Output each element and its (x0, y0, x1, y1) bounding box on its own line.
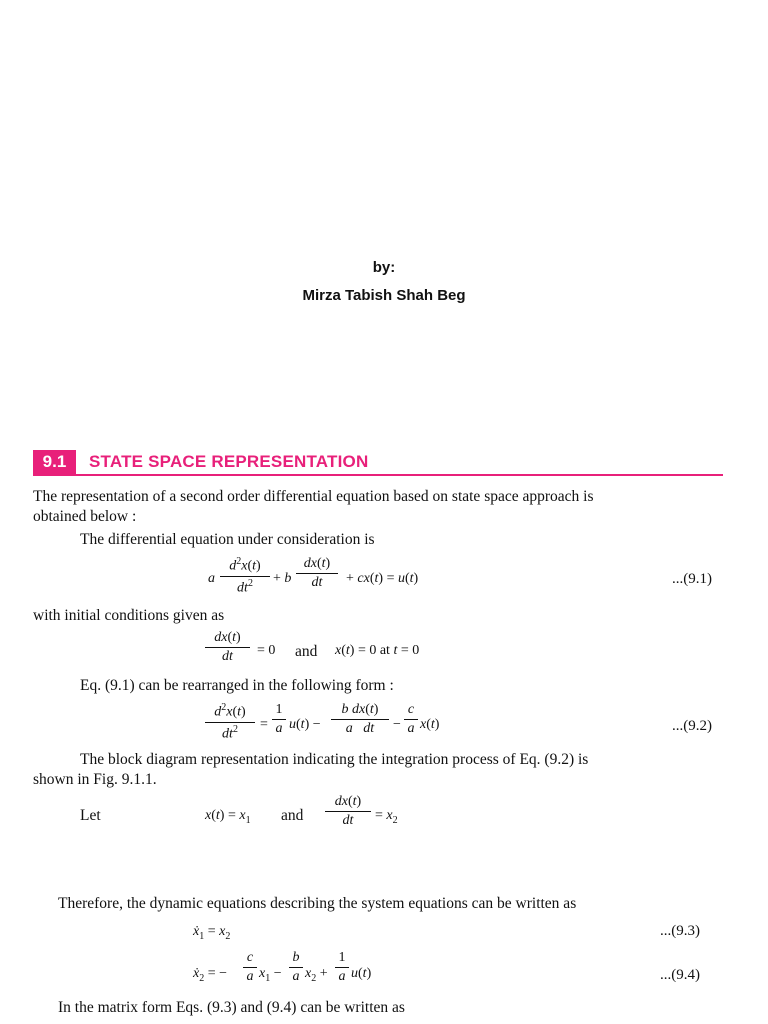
equation-9-4: $ẋ_2$ = − c a $x_1$ − b a $x_2$ + 1 a u(t) (193, 950, 372, 984)
author-name: Mirza Tabish Shah Beg (302, 287, 466, 304)
equation-9-3: $ẋ_1 = x_2$ (193, 924, 231, 942)
block-diagram-line-1: The block diagram representation indicating the integration process of Eq. (9.2) is (80, 751, 589, 768)
therefore-text: Therefore, the dynamic equations describing the system equations can be written as (58, 895, 577, 912)
rearranged-text: Eq. (9.1) can be rearranged in the following form : (80, 677, 394, 694)
author-by-label: by: (372, 259, 396, 276)
and-word-2: and (281, 807, 304, 824)
intro-line-2: obtained below : (33, 508, 137, 525)
section-title: STATE SPACE REPRESENTATION (89, 452, 369, 471)
intro-line-1: The representation of a second order differential equation based on state space approach is (33, 488, 594, 505)
block-diagram-line-2: shown in Fig. 9.1.1. (33, 771, 157, 788)
section-number: 9.1 (33, 450, 76, 474)
initial-conditions-text: with initial conditions given as (33, 607, 225, 624)
equation-9-2: $d^2x(t)$ $dt^2$ = 1 a u(t) − b dx(t) a dt − c a x(t) (205, 702, 465, 750)
initial-conditions-equation: dx(t) dt = 0 and x(t) = 0 at t = 0 (205, 630, 465, 674)
let-definition-equation: $x(t) = x_1$ and dx(t) dt = $x_2$ (205, 794, 398, 828)
equation-9-4-number: ...(9.4) (660, 967, 700, 983)
equation-9-1: a $d^2x(t)$ $dt^2$ + b dx(t) dt + cx(t) = u(t) (208, 556, 419, 596)
section-heading (33, 450, 723, 476)
equation-9-3-number: ...(9.3) (660, 923, 700, 939)
matrix-form-text: In the matrix form Eqs. (9.3) and (9.4) can be written as (58, 999, 405, 1016)
equation-9-1-number: ...(9.1) (672, 571, 712, 587)
consideration-text: The differential equation under consideration is (80, 531, 375, 548)
equation-9-2-number: ...(9.2) (672, 718, 712, 734)
let-word: Let (80, 807, 101, 824)
and-word-1: and (295, 643, 318, 660)
